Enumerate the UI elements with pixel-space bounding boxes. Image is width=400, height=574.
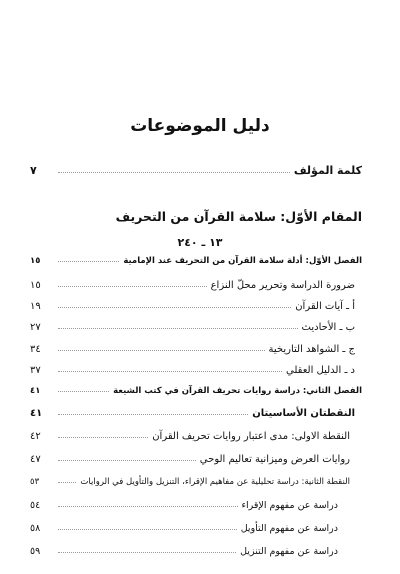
toc-entry[interactable] [30, 301, 355, 312]
leader-dots [58, 391, 109, 392]
leader-dots [58, 307, 291, 308]
toc-entry-page: ٣٧ [30, 365, 41, 376]
toc-entry-chapter-1[interactable] [30, 256, 362, 266]
toc-entry-page: ٥٨ [30, 523, 41, 534]
leader-dots [58, 286, 207, 287]
toc-entry-label: دراسة عن مفهوم التأويل [240, 523, 338, 534]
toc-entry-author-note[interactable] [30, 164, 362, 177]
toc-entry-chapter-2[interactable] [30, 386, 362, 396]
leader-dots [58, 261, 119, 262]
toc-entry-page: ٤٧ [30, 454, 41, 465]
toc-entry-label: ب ـ الأحاديث [301, 322, 355, 333]
leader-dots [58, 482, 76, 483]
toc-entry-label: د ـ الدليل العقلي [286, 365, 355, 376]
toc-entry[interactable] [30, 477, 350, 487]
toc-entry-page: ١٩ [30, 301, 41, 312]
leader-dots [58, 437, 148, 438]
toc-entry[interactable] [30, 344, 355, 355]
toc-entry-label: دراسة عن مفهوم الإقراء [241, 500, 338, 511]
section-heading[interactable]: المقام الأوّل: سلامة القرآن من التحريف [115, 209, 362, 224]
toc-entry-label: النقطة الثانية: دراسة تحليلية عن مفاهيم الإقراء، التنزيل والتأويل في الروايات [80, 477, 350, 487]
toc-entry-label: الفصل الثاني: دراسة روايات تحريف القرآن في كتب الشيعة [113, 386, 362, 396]
leader-dots [58, 371, 282, 372]
leader-dots [58, 414, 248, 415]
toc-entry-label: كلمة المؤلف [293, 164, 362, 177]
leader-dots [58, 552, 236, 553]
toc-entry-page: ١٥ [30, 256, 41, 266]
toc-entry-page: ٥٣ [30, 477, 40, 487]
page-title: دليل الموضوعات [130, 116, 270, 136]
toc-entry[interactable] [30, 280, 355, 291]
section-page-range: ١٣ ـ ٢٤٠ [177, 236, 223, 249]
leader-dots [58, 328, 298, 329]
leader-dots [58, 350, 265, 351]
toc-entry-page: ٤٢ [30, 431, 41, 442]
toc-entry-label: النقطة الاولى: مدى اعتبار روايات تحريف القرآن [152, 431, 350, 442]
toc-entry-page: ٥٤ [30, 500, 41, 511]
toc-entry[interactable] [30, 408, 355, 419]
toc-entry-label: ج ـ الشواهد التاريخية [268, 344, 355, 355]
toc-entry-page: ٤١ [30, 386, 41, 396]
leader-dots [58, 460, 196, 461]
toc-entry[interactable] [30, 500, 338, 511]
toc-entry[interactable] [30, 431, 350, 442]
toc-entry-label: دراسة عن مفهوم التنزيل [240, 546, 338, 557]
toc-entry-label: أ ـ آيات القرآن [295, 301, 355, 312]
toc-entry-page: ٣٤ [30, 344, 41, 355]
leader-dots [58, 172, 290, 173]
toc-entry-label: ضرورة الدراسة وتحرير محلّ النزاع [210, 280, 355, 291]
toc-entry-page: ١٥ [30, 280, 41, 291]
toc-entry-page: ٤١ [30, 408, 43, 419]
toc-entry[interactable] [30, 523, 338, 534]
toc-entry[interactable] [30, 365, 355, 376]
leader-dots [58, 506, 238, 507]
toc-entry-page: ٢٧ [30, 322, 41, 333]
toc-entry[interactable] [30, 322, 355, 333]
toc-entry-page: ٧ [30, 164, 37, 177]
toc-entry[interactable] [30, 546, 338, 557]
toc-entry-label: النقطتان الأساسيتان [252, 408, 355, 419]
toc-entry-page: ٥٩ [30, 546, 41, 557]
toc-entry-label: روايات العرض وميزانية تعاليم الوحي [199, 454, 350, 465]
leader-dots [58, 529, 237, 530]
toc-entry-label: الفصل الأوّل: أدلة سلامة القرآن من التحريف عند الإمامية [123, 256, 362, 266]
toc-entry[interactable] [30, 454, 350, 465]
